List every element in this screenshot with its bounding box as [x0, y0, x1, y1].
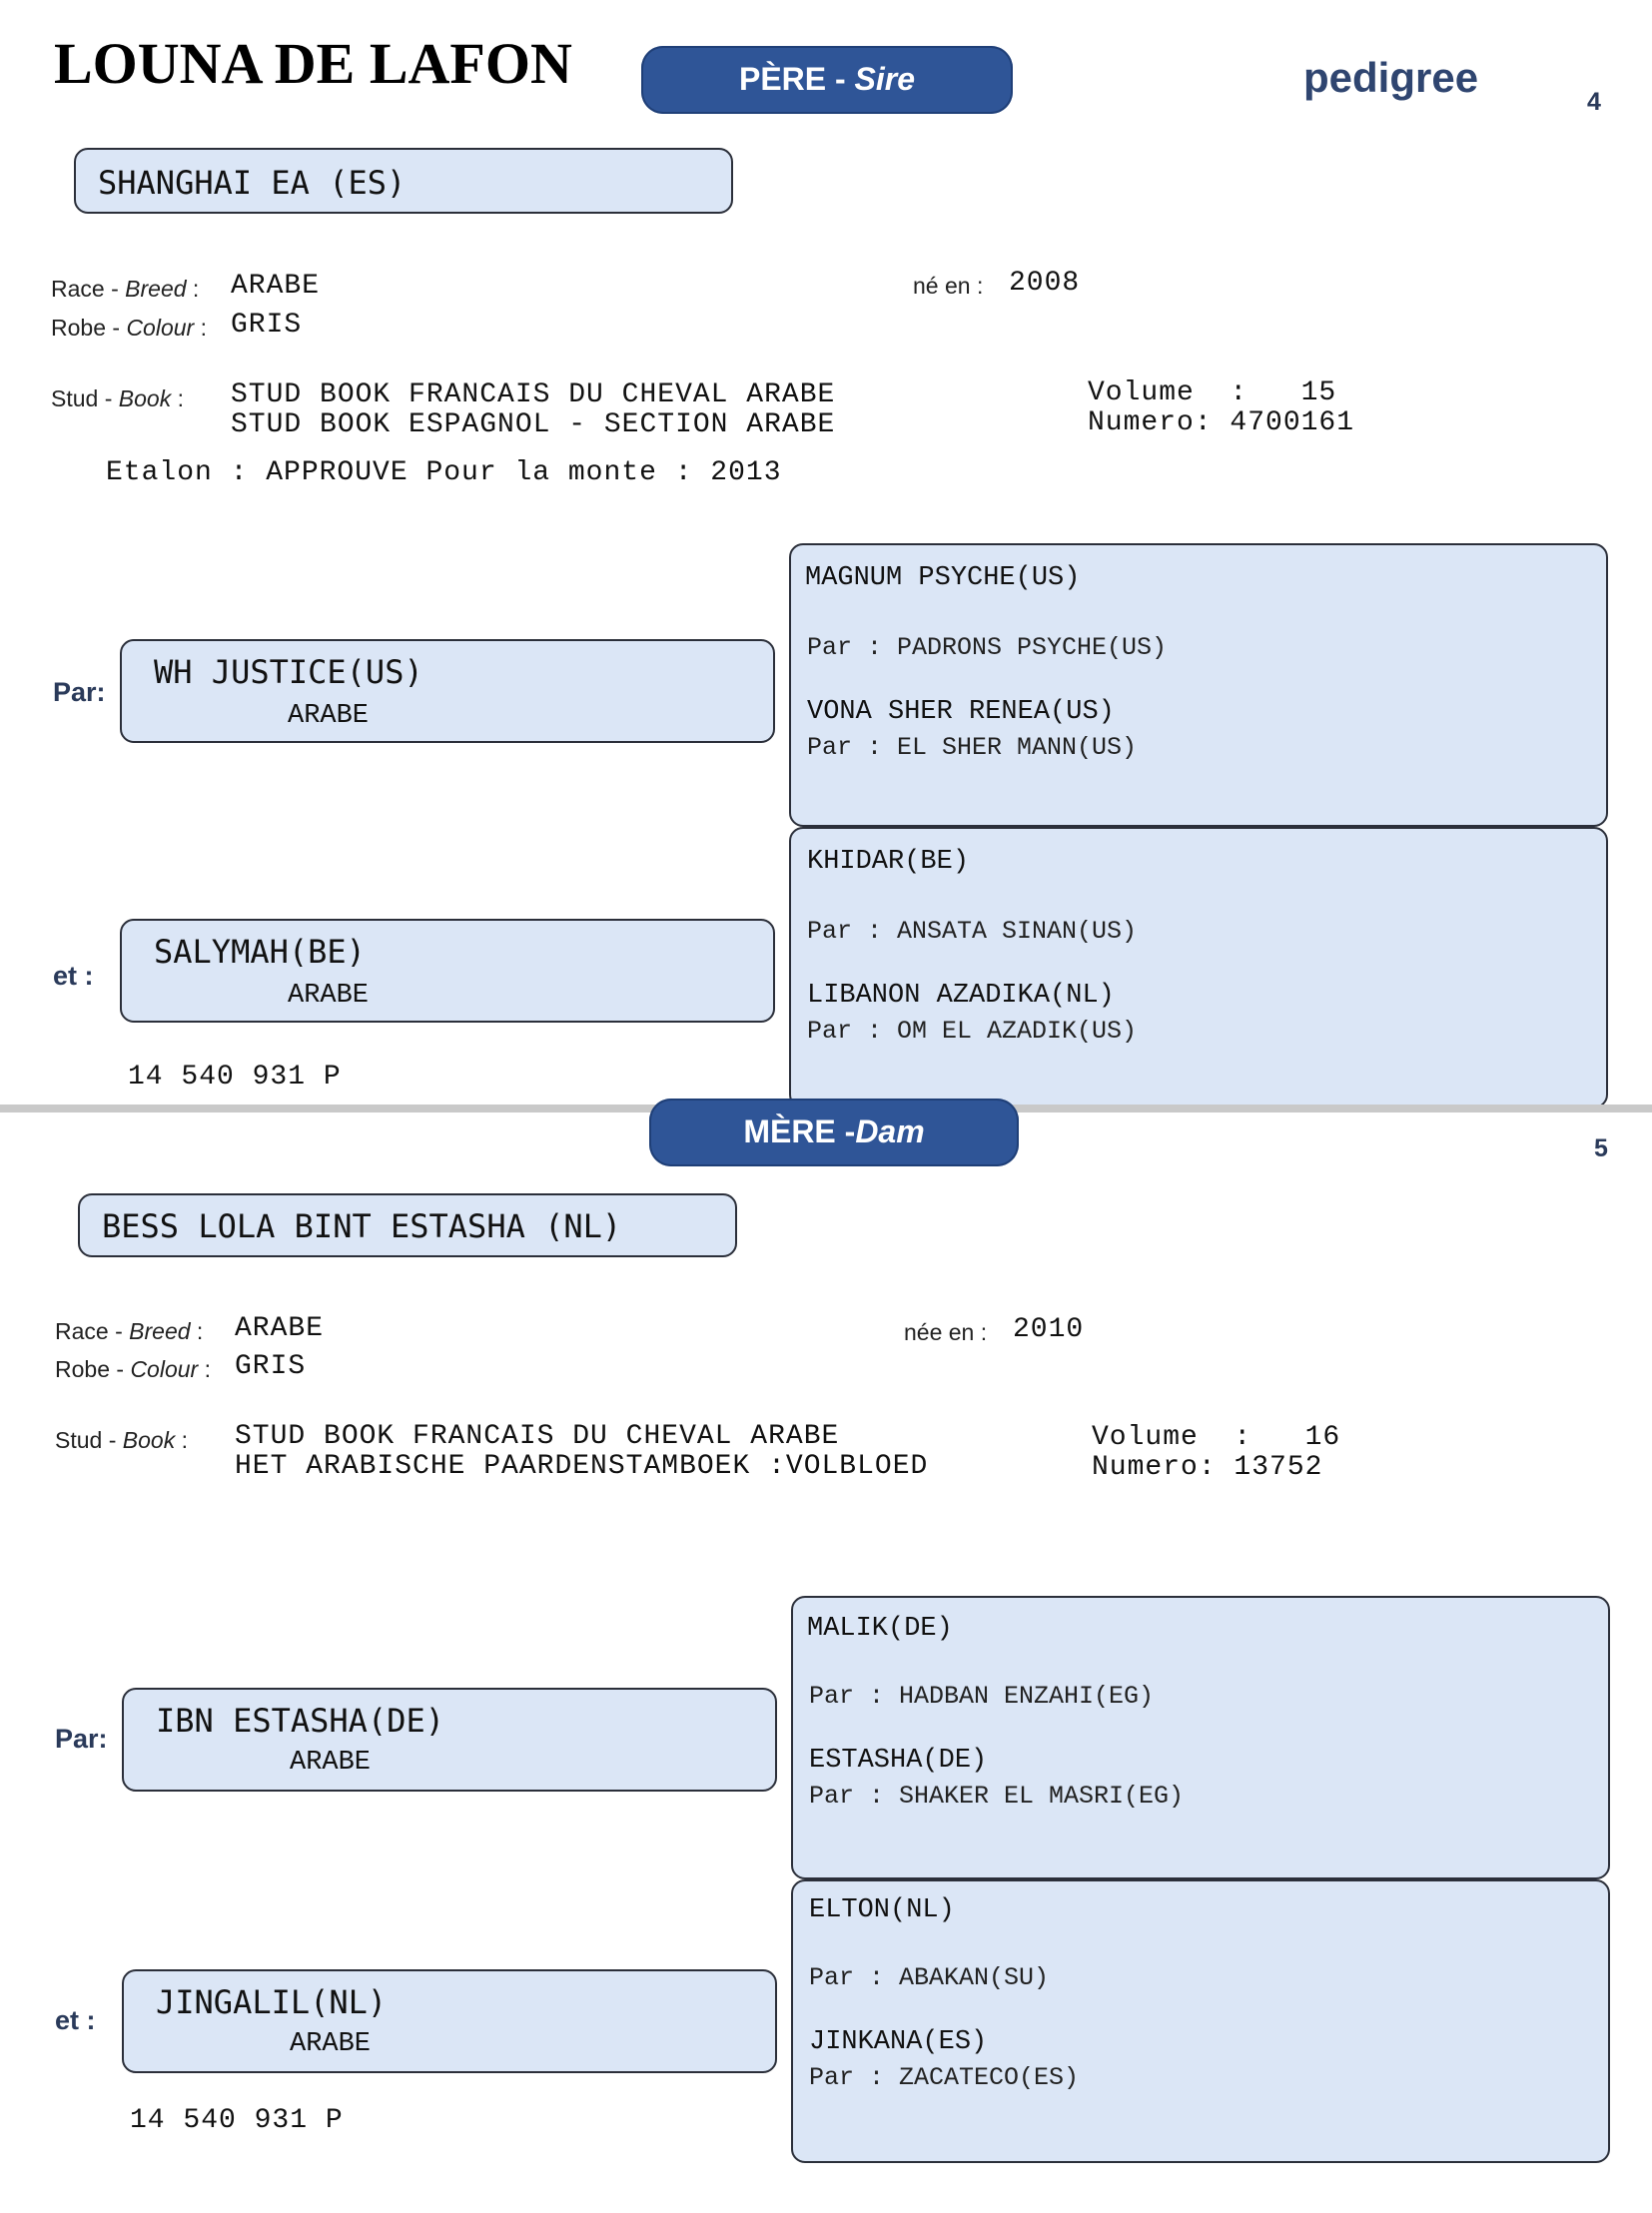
- horse-title: LOUNA DE LAFON: [54, 31, 572, 96]
- dam-gm-sire-par: Par : ABAKAN(SU): [809, 1963, 1050, 1992]
- studbook-label-fr: Stud: [51, 385, 99, 411]
- colour-label-fr: Robe: [51, 315, 106, 341]
- page-number-bottom: 5: [1594, 1134, 1608, 1162]
- dam-born-label: née en :: [904, 1319, 988, 1345]
- dam-gm-dam-par: Par : ZACATECO(ES): [809, 2063, 1080, 2092]
- dam-colour-label-en: Colour: [130, 1356, 199, 1382]
- sire-tab-sub: Sire: [854, 61, 916, 97]
- dam-father-box: [122, 1688, 777, 1792]
- sire-numero: Numero: 4700161: [1088, 407, 1355, 438]
- sire-father-breed: ARABE: [288, 701, 370, 731]
- dam-breed: ARABE: [235, 1313, 325, 1344]
- page-number-top: 4: [1587, 88, 1601, 116]
- dam-father-breed: ARABE: [290, 1748, 372, 1778]
- dam-father-name: IBN ESTASHA(DE): [156, 1702, 444, 1740]
- sire-studbook-line-2: STUD BOOK ESPAGNOL - SECTION ARABE: [231, 409, 836, 440]
- sire-colour: GRIS: [231, 310, 303, 341]
- dam-grandsire-box: [791, 1596, 1610, 1879]
- dam-mother-breed: ARABE: [290, 2029, 372, 2059]
- studbook-label-en: Book: [118, 385, 172, 411]
- sire-reg-number: 14 540 931 P: [128, 1062, 342, 1093]
- dam-studbook-label-en: Book: [122, 1427, 176, 1453]
- sire-breed-label: Race - Breed :: [51, 276, 200, 302]
- sire-studbook-label: Stud - Book :: [51, 385, 184, 411]
- dam-mother-name: JINGALIL(NL): [156, 1983, 388, 2021]
- dam-colour-label: Robe - Colour :: [55, 1356, 211, 1382]
- dam-name-box: [78, 1193, 737, 1257]
- breed-label-en: Breed: [125, 276, 187, 302]
- dam-numero: Numero: 13752: [1092, 1452, 1323, 1483]
- sire-breed: ARABE: [231, 271, 321, 302]
- dam-tab: [649, 1099, 1019, 1166]
- dam-tab-main: MÈRE: [743, 1113, 836, 1149]
- dam-gf-sire: MALIK(DE): [807, 1614, 953, 1644]
- dam-mother-box: [122, 1969, 777, 2073]
- sire-granddam-box: [789, 827, 1608, 1108]
- dam-reg-number: 14 540 931 P: [130, 2105, 344, 2136]
- dam-breed-label: Race - Breed :: [55, 1318, 204, 1344]
- sire-mother-breed: ARABE: [288, 981, 370, 1011]
- sire-mother-name: SALYMAH(BE): [154, 933, 366, 971]
- dam-studbook-label-fr: Stud: [55, 1427, 103, 1453]
- sire-tab-main: PÈRE: [738, 61, 827, 97]
- sire-par-label: Par:: [53, 677, 106, 707]
- breed-label-fr: Race: [51, 276, 105, 302]
- dam-tab-sub: Dam: [855, 1113, 925, 1149]
- dam-gf-dam-par: Par : SHAKER EL MASRI(EG): [809, 1782, 1185, 1811]
- dam-name: BESS LOLA BINT ESTASHA (NL): [102, 1207, 622, 1245]
- dam-breed-label-en: Breed: [129, 1318, 191, 1344]
- dam-studbook-line-2: HET ARABISCHE PAARDENSTAMBOEK :VOLBLOED: [235, 1451, 929, 1482]
- sire-volume: Volume : 15: [1088, 377, 1337, 408]
- sire-name-box: [74, 148, 733, 214]
- sire-et-label: et :: [53, 961, 94, 991]
- colour-label-en: Colour: [126, 315, 195, 341]
- dam-volume: Volume : 16: [1092, 1422, 1341, 1453]
- sire-mother-box: [120, 919, 775, 1023]
- sire-gf-dam: VONA SHER RENEA(US): [807, 697, 1115, 727]
- dam-gm-sire: ELTON(NL): [809, 1895, 955, 1925]
- sire-grandsire-box: [789, 543, 1608, 827]
- sire-gf-sire-par: Par : PADRONS PSYCHE(US): [807, 633, 1168, 662]
- sire-colour-label: Robe - Colour :: [51, 315, 207, 341]
- sire-etalon: Etalon : APPROUVE Pour la monte : 2013: [106, 457, 782, 488]
- dam-colour: GRIS: [235, 1351, 307, 1382]
- pedigree-label: pedigree: [1303, 54, 1479, 101]
- sire-father-box: [120, 639, 775, 743]
- sire-gf-dam-par: Par : EL SHER MANN(US): [807, 733, 1138, 762]
- sire-name: SHANGHAI EA (ES): [98, 164, 407, 202]
- sire-gm-dam: LIBANON AZADIKA(NL): [807, 981, 1115, 1011]
- sire-tab-sep: -: [826, 61, 855, 97]
- dam-born: 2010: [1013, 1314, 1085, 1345]
- sire-gf-sire: MAGNUM PSYCHE(US): [805, 563, 1081, 593]
- dam-gf-dam: ESTASHA(DE): [809, 1746, 988, 1776]
- sire-tab: [641, 46, 1013, 114]
- dam-gf-sire-par: Par : HADBAN ENZAHI(EG): [809, 1682, 1155, 1711]
- sire-born: 2008: [1009, 268, 1081, 299]
- sire-gm-sire-par: Par : ANSATA SINAN(US): [807, 917, 1138, 946]
- dam-tab-sep: -: [835, 1113, 856, 1149]
- sire-gm-sire: KHIDAR(BE): [807, 847, 970, 877]
- dam-studbook-label: Stud - Book :: [55, 1427, 188, 1453]
- sire-studbook-line-1: STUD BOOK FRANCAIS DU CHEVAL ARABE: [231, 379, 836, 410]
- dam-et-label: et :: [55, 2005, 96, 2035]
- dam-studbook-line-1: STUD BOOK FRANCAIS DU CHEVAL ARABE: [235, 1421, 840, 1452]
- sire-gm-dam-par: Par : OM EL AZADIK(US): [807, 1017, 1138, 1046]
- sire-father-name: WH JUSTICE(US): [154, 653, 423, 691]
- dam-gm-dam: JINKANA(ES): [809, 2027, 988, 2057]
- dam-granddam-box: [791, 1879, 1610, 2163]
- sire-born-label: né en :: [913, 273, 984, 299]
- dam-breed-label-fr: Race: [55, 1318, 109, 1344]
- dam-colour-label-fr: Robe: [55, 1356, 110, 1382]
- dam-par-label: Par:: [55, 1724, 108, 1754]
